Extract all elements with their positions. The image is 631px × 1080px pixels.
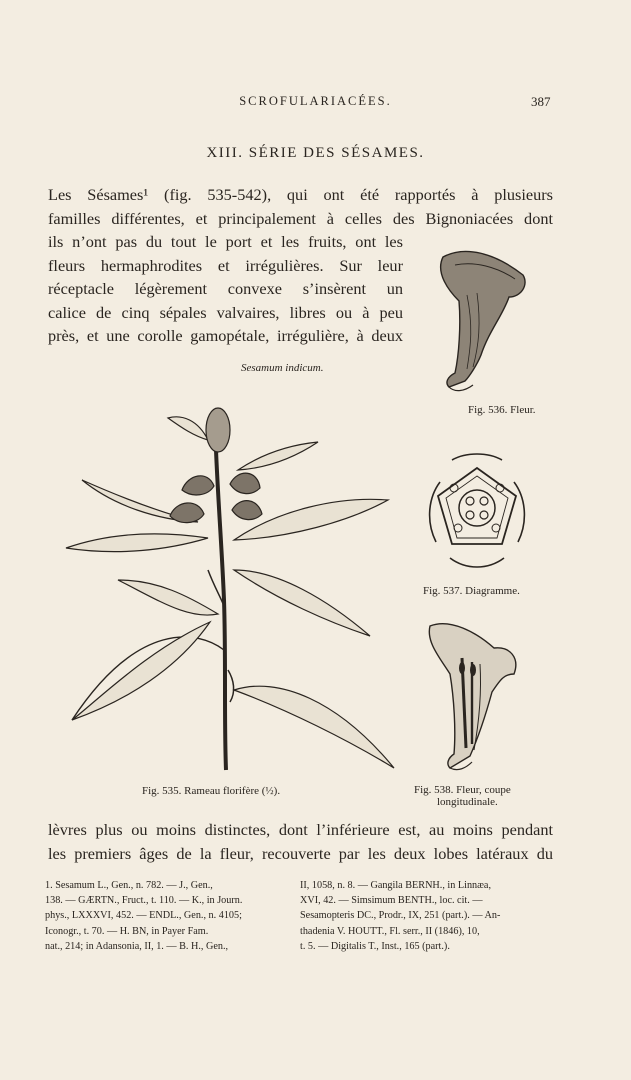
section-title: XIII. SÉRIE DES SÉSAMES. [206, 145, 425, 161]
footnote-column-left [45, 878, 285, 954]
fig-538-flower-section [420, 618, 530, 778]
text-line: les premiers âges de la fleur, recouverte par les deux lobes latéraux du [48, 843, 553, 863]
paragraph-continued [48, 818, 553, 865]
paragraph-full-width [48, 183, 553, 230]
text-line: fleurs hermaphrodites et irrégulières. Sur leur [48, 255, 403, 275]
running-head: SCROFULARIACÉES. [239, 94, 392, 108]
caption-fig-535: Fig. 535. Rameau florifère (½). [142, 785, 281, 797]
footnote-line: nat., 214; in Adansonia, II, 1. — B. H., Gen., [45, 940, 229, 952]
text-line: lèvres plus ou moins distinctes, dont l’inférieure est, au moins pendant [48, 820, 553, 839]
caption-fig-538-line1: Fig. 538. Fleur, coupe [414, 784, 511, 796]
text-line: réceptacle légèrement convexe s’insèrent un [48, 279, 403, 298]
footnote-line: 1. Sesamum L., Gen., n. 782. — J., Gen., [45, 880, 213, 891]
fig-537-floral-diagram [412, 446, 542, 576]
text-line: familles différentes, et principalement à celles des Bignoniacées dont [48, 208, 553, 228]
paragraph-narrow [48, 230, 403, 348]
caption-fig-538-line2: longitudinale. [437, 796, 498, 808]
footnote-line: thadenia V. HOUTT., Fl. serr., II (1846), 10, [300, 925, 480, 937]
footnote-line: II, 1058, n. 8. — Gangila BERNH., in Linnæa, [300, 880, 491, 891]
footnote-line: XVI, 42. — Simsimum BENTH., loc. cit. — [300, 895, 483, 907]
footnote-column-right [300, 878, 540, 954]
caption-fig-537: Fig. 537. Diagramme. [423, 585, 520, 597]
text-line: près, et une corolle gamopétale, irrégulière, à deux [48, 326, 403, 345]
plant-species-label: Sesamum indicum. [241, 362, 324, 374]
text-line: calice de cinq sépales valvaires, libres ou à peu [48, 302, 403, 322]
footnote-line: t. 5. — Digitalis T., Inst., 165 (part.). [300, 940, 450, 952]
footnote-line: Iconogr., t. 70. — H. BN, in Payer Fam. [45, 925, 209, 937]
text-line: ils n’ont pas du tout le port et les fruits, ont les [48, 232, 403, 251]
text-line: Les Sésames¹ (fig. 535-542), qui ont été rapportés à plusieurs [48, 185, 553, 204]
footnote-line: Sesamopteris DC., Prodr., IX, 251 (part.). — An- [300, 910, 501, 922]
fig-535-flowering-branch-illustration [58, 400, 398, 780]
page-number: 387 [531, 94, 551, 109]
footnote-line: phys., LXXXVI, 452. — ENDL., Gen., n. 4105; [45, 910, 242, 922]
footnote-line: 138. — GÆRTN., Fruct., t. 110. — K., in Journ. [45, 895, 243, 907]
caption-fig-536: Fig. 536. Fleur. [468, 404, 536, 416]
fig-536-flower-illustration [425, 245, 535, 405]
